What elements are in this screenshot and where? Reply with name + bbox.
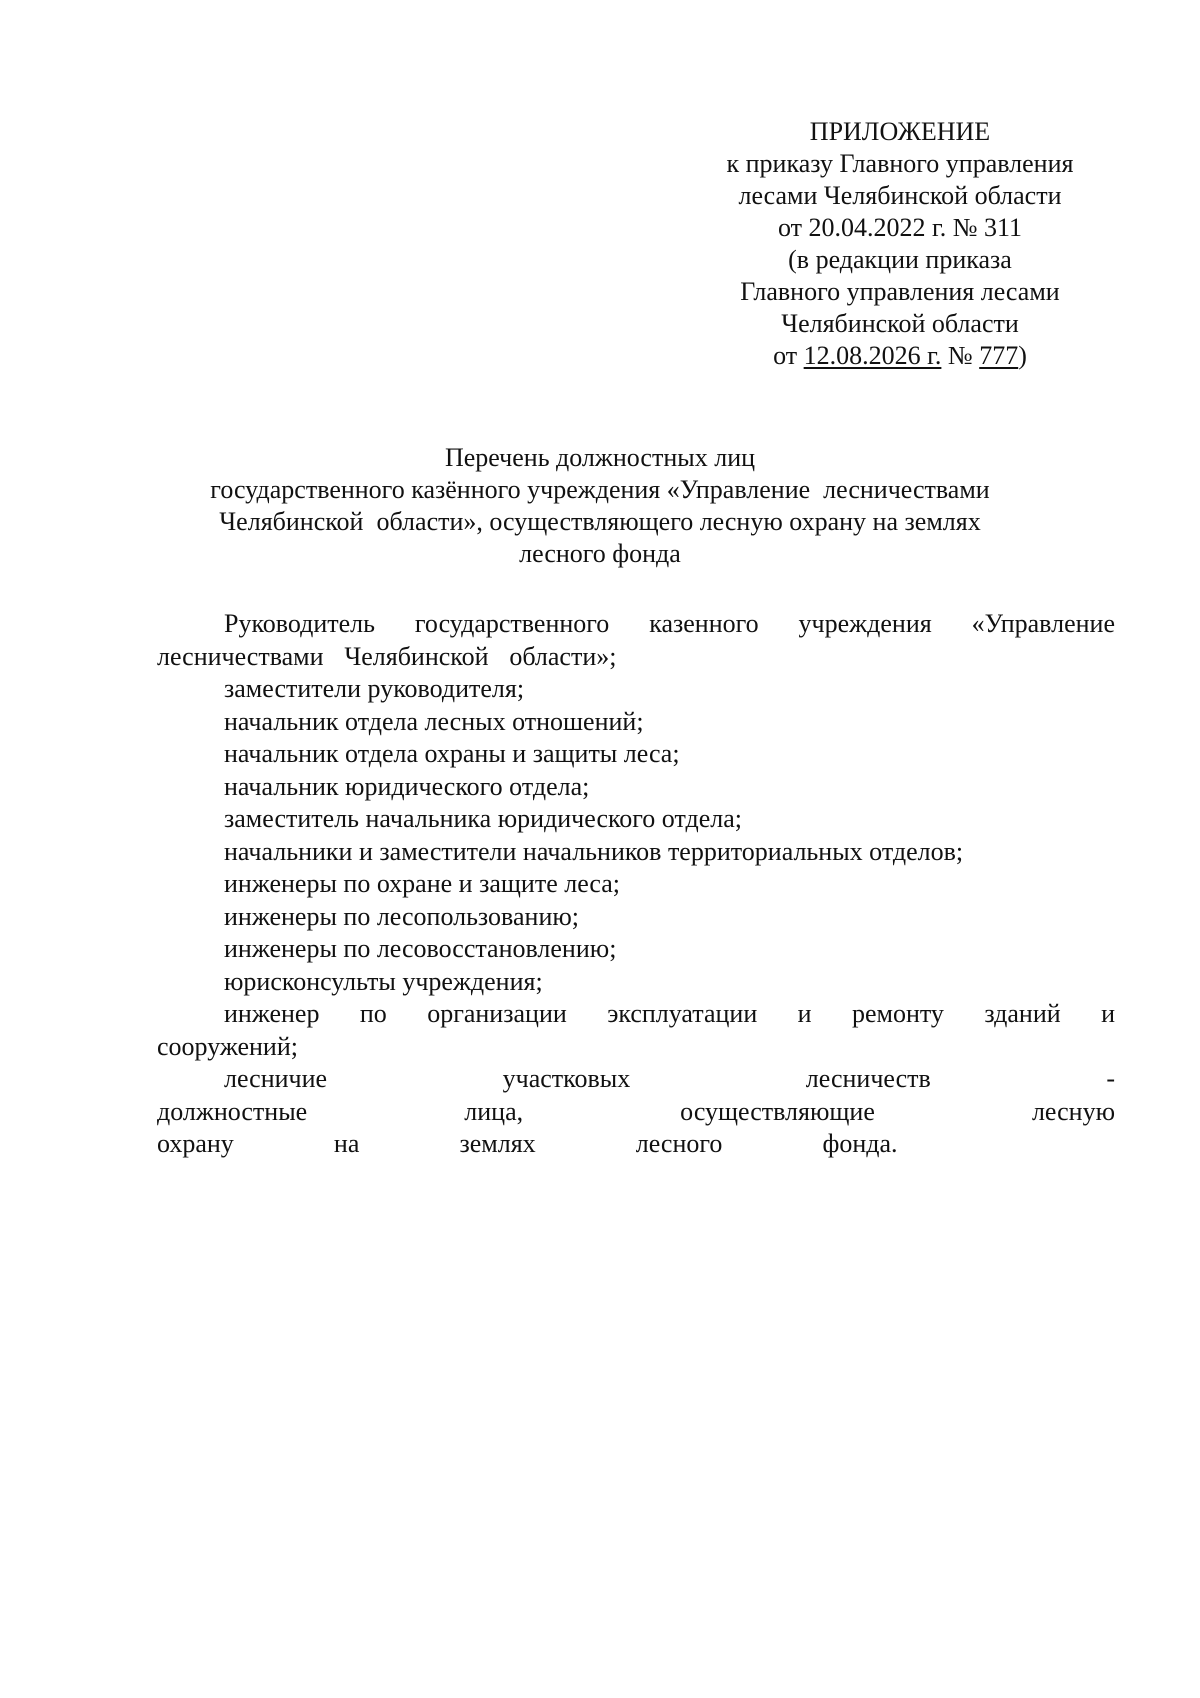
appendix-header-line: Челябинской области <box>781 309 1019 338</box>
document-title <box>150 442 1050 570</box>
revision-date: 12.08.2026 г. <box>803 341 942 370</box>
officials-list <box>157 608 1115 1161</box>
revision-number-sign: № <box>941 341 980 370</box>
title-line: государственного казённого учреждения «Управление лесничествами <box>210 475 990 504</box>
title-line: Перечень должностных лиц <box>444 443 756 472</box>
list-item: начальник отдела лесных отношений; <box>224 706 644 736</box>
appendix-header-line: лесами Челябинской области <box>738 181 1062 210</box>
appendix-header-line: Главного управления лесами <box>740 277 1060 306</box>
list-item: начальники и заместители начальников территориальных отделов; <box>224 836 964 866</box>
list-item: юрисконсульты учреждения; <box>224 966 543 996</box>
list-item: начальник юридического отдела; <box>224 771 590 801</box>
revision-suffix: ) <box>1018 341 1027 370</box>
list-item: заместители руководителя; <box>224 674 525 703</box>
list-item: заместитель начальника юридического отдела; <box>224 804 742 833</box>
list-item: начальник отдела охраны и защиты леса; <box>224 739 680 768</box>
list-item: инженеры по охране и защите леса; <box>224 869 621 898</box>
title-line: Челябинской области», осуществляющего лесную охрану на землях <box>219 507 981 536</box>
appendix-header <box>690 116 1110 372</box>
list-item: Руководитель государственного казенного учреждения «Управление лесничествами Челябинской области»; <box>157 609 1115 671</box>
revision-number: 777 <box>979 341 1019 370</box>
list-item: инженеры по лесовосстановлению; <box>224 934 617 963</box>
appendix-header-revision-line <box>690 340 1110 372</box>
list-item: инженеры по лесопользованию; <box>224 901 579 931</box>
title-line: лесного фонда <box>519 539 681 568</box>
appendix-header-line: от 20.04.2022 г. № 311 <box>777 213 1023 242</box>
list-item: инженер по организации эксплуатации и ремонту зданий и сооружений; <box>157 999 1115 1061</box>
appendix-header-line: (в редакции приказа <box>788 245 1012 274</box>
appendix-title: ПРИЛОЖЕНИЕ <box>809 117 991 146</box>
revision-prefix: от <box>773 341 804 370</box>
appendix-header-line: к приказу Главного управления <box>726 149 1074 178</box>
list-item: лесничие участковых лесничеств - должностные лица, осуществляющие лесную охрану на землях лесного фонда. <box>157 1064 1115 1158</box>
